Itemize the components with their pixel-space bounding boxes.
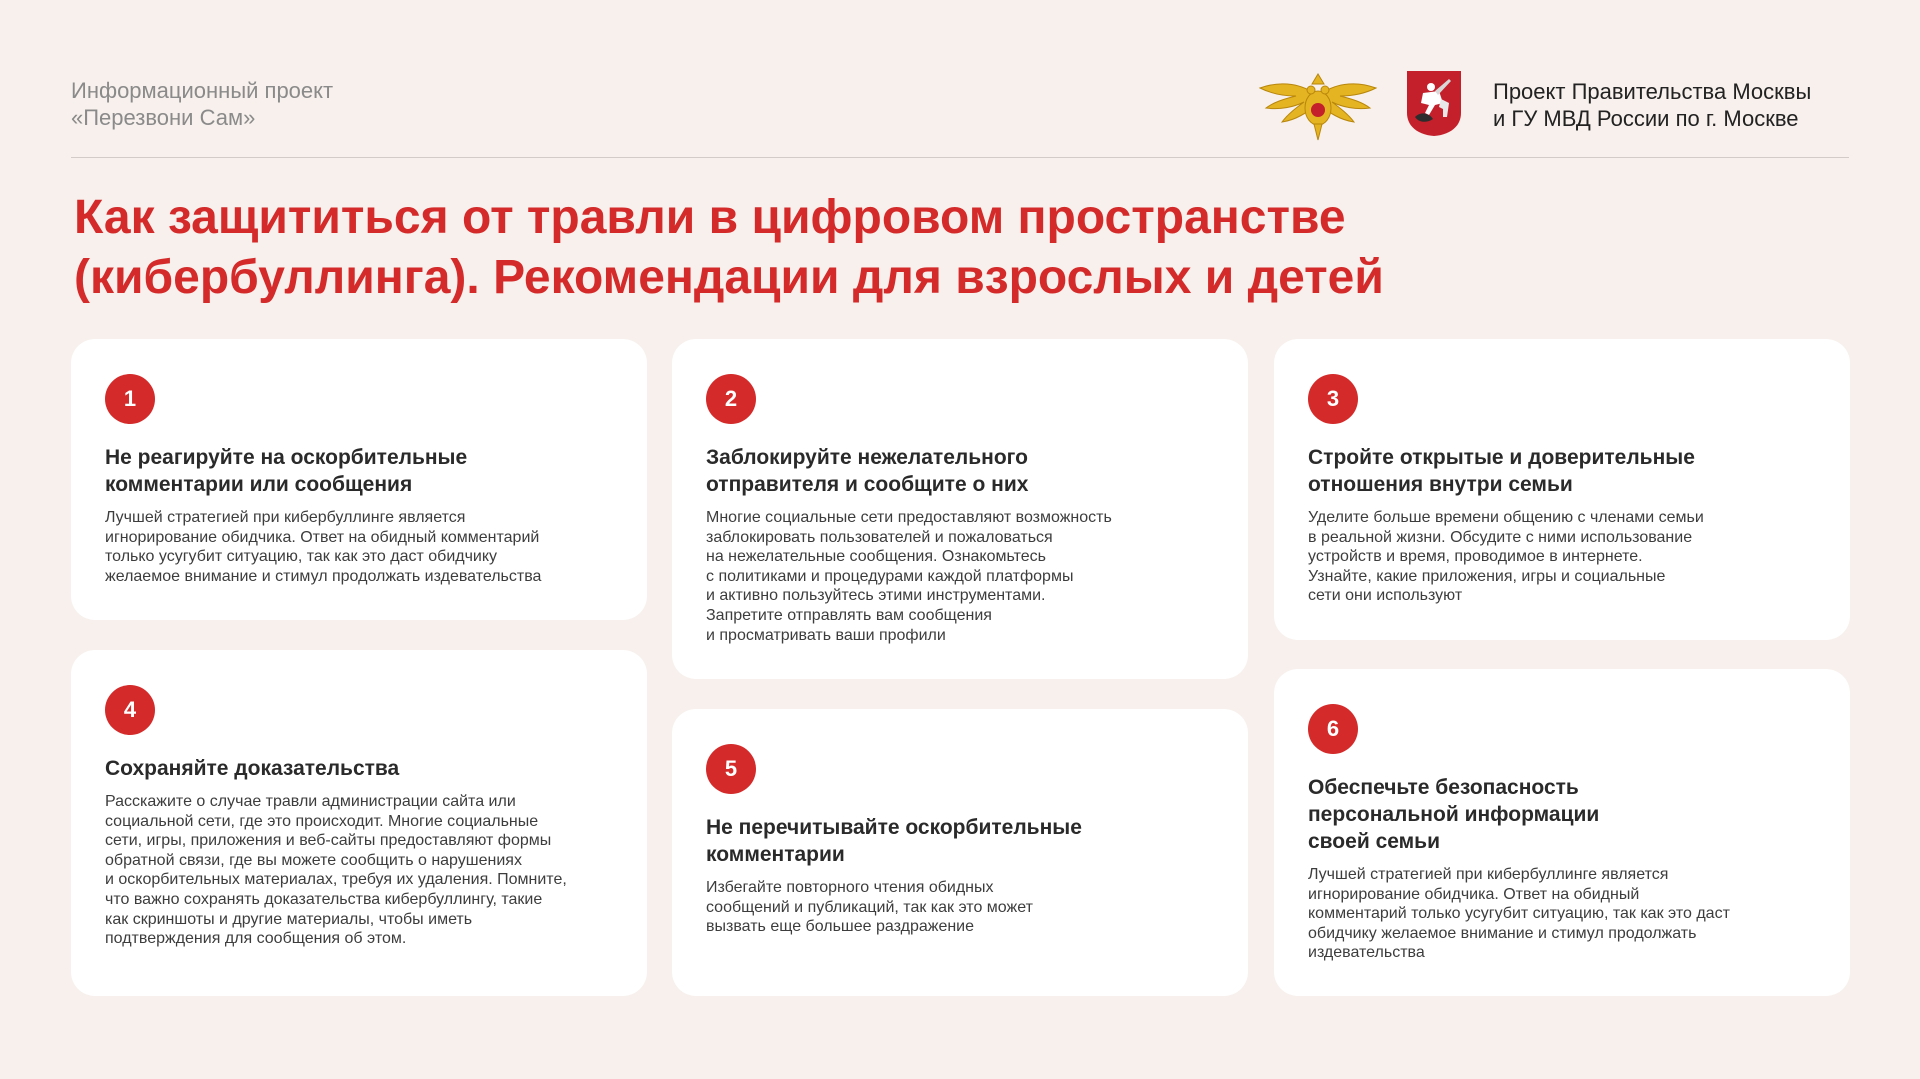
tip-card-6 — [1274, 669, 1850, 996]
tip-heading: Обеспечьте безопасность персональной информации своей семьи — [1308, 776, 1600, 853]
step-number-badge: 6 — [1308, 704, 1358, 754]
tip-card-1 — [71, 339, 647, 620]
government-project — [1493, 78, 1811, 132]
step-number-badge: 2 — [706, 374, 756, 424]
tip-card-2 — [672, 339, 1248, 679]
page-title-line: (кибербуллинга). Рекомендации для взрослых и детей — [74, 251, 1384, 304]
tip-heading: Не перечитывайте оскорбительные комментарии — [706, 816, 1082, 866]
tip-card-4 — [71, 650, 647, 996]
tip-body: Лучшей стратегией при кибербуллинге является игнорирование обидчика. Ответ на обидный комментарий только усугубит ситуацию, так как это даст обидчику желаемое внимание и стимул продолжать издевательства — [105, 509, 542, 585]
tip-card-5 — [672, 709, 1248, 996]
page-title-line: Как защититься от травли в цифровом пространстве — [74, 191, 1346, 244]
step-number-badge: 3 — [1308, 374, 1358, 424]
project-line: Информационный проект — [71, 78, 334, 103]
page-title — [74, 188, 1674, 308]
tip-body: Расскажите о случае травли администрации сайта или социальной сети, где это происходит. Многие социальные сети, игры, приложения и веб-сайты предоставляют формы обратной связи, где вы можете сообщить о нарушениях и оскорбительных материалах, требуя их удаления. Помните, что важно сохранять доказательства кибербуллингу, такие как скриншоты и другие материалы, чтобы иметь подтверждения для сообщения об этом. — [105, 793, 567, 948]
tip-heading: Сохраняйте доказательства — [105, 757, 400, 780]
step-number-badge: 5 — [706, 744, 756, 794]
header-divider — [71, 157, 1849, 158]
tip-body: Уделите больше времени общению с членами семьи в реальной жизни. Обсудите с ними использование устройств и время, проводимое в интернете. Узнайте, какие приложения, игры и социальные сети они используют — [1308, 509, 1704, 605]
project-name — [71, 77, 333, 131]
moscow-coat-of-arms-icon — [1405, 69, 1463, 137]
tip-heading: Стройте открытые и доверительные отношения внутри семьи — [1308, 446, 1695, 496]
tip-heading: Заблокируйте нежелательного отправителя и сообщите о них — [706, 446, 1029, 496]
gov-line: Проект Правительства Москвы — [1493, 79, 1812, 104]
tip-heading: Не реагируйте на оскорбительные комментарии или сообщения — [105, 446, 468, 496]
project-line: «Перезвони Сам» — [71, 105, 256, 130]
step-number-badge: 1 — [105, 374, 155, 424]
tip-body: Избегайте повторного чтения обидных сообщений и публикаций, так как это может вызвать еще большее раздражение — [706, 879, 1033, 936]
tip-body: Лучшей стратегией при кибербуллинге является игнорирование обидчика. Ответ на обидный комментарий только усугубит ситуацию, так как это даст обидчику желаемое внимание и стимул продолжать издевательства — [1308, 866, 1730, 962]
mvd-emblem-icon — [1258, 66, 1378, 142]
step-number-badge: 4 — [105, 685, 155, 735]
tip-card-3 — [1274, 339, 1850, 640]
gov-line: и ГУ МВД России по г. Москве — [1493, 106, 1799, 131]
tip-body: Многие социальные сети предоставляют возможность заблокировать пользователей и пожаловаться на нежелательные сообщения. Ознакомьтесь с политиками и процедурами каждой платформы и активно пользуйтесь этими инструментами. Запретите отправлять вам сообщения и просматривать ваши профили — [706, 509, 1112, 644]
